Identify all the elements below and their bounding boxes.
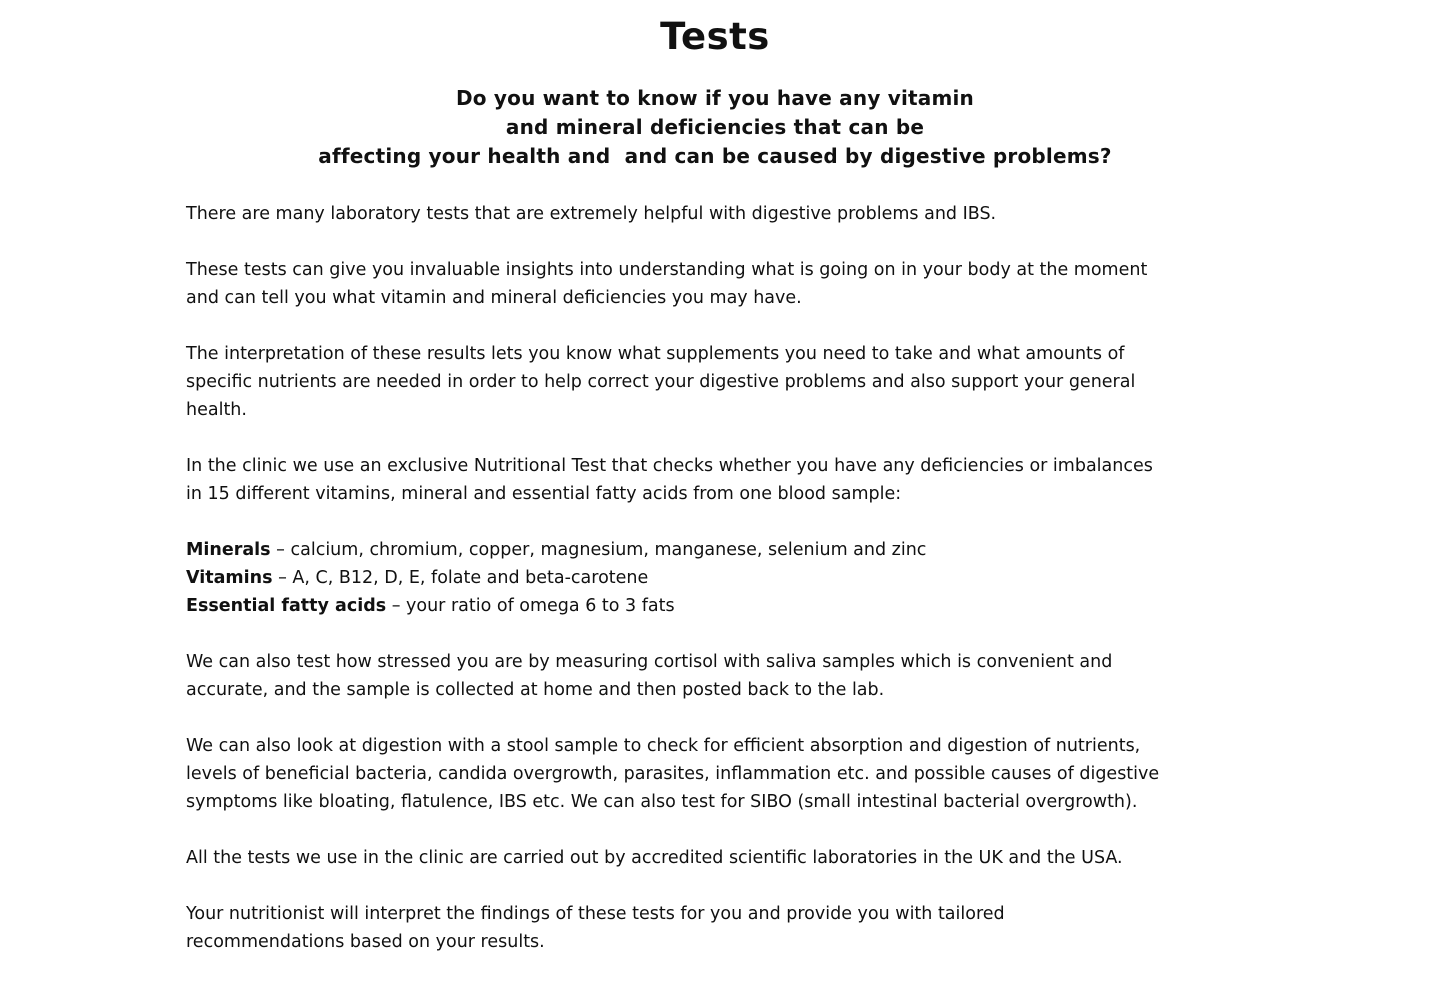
- nutrient-label: Vitamins: [186, 568, 273, 588]
- subheading-line: and mineral deficiencies that can be: [505, 115, 925, 139]
- intro-paragraph: [186, 200, 1226, 228]
- paragraph-line: symptoms like bloating, flatulence, IBS etc. We can also test for SIBO (small intestinal bacterial overgrowth).: [186, 792, 1138, 812]
- nutrient-label: Minerals: [186, 540, 271, 560]
- nutrient-item-minerals: [186, 536, 1226, 564]
- nutrient-item-vitamins: [186, 564, 1226, 592]
- paragraph-line: levels of beneficial bacteria, candida overgrowth, parasites, inflammation etc. and possible causes of digestive: [186, 764, 1160, 784]
- subheading-line: affecting your health and and can be caused by digestive problems?: [318, 144, 1112, 168]
- interpretation-paragraph: [186, 340, 1226, 424]
- stool-paragraph: [186, 732, 1226, 816]
- cortisol-paragraph: [186, 648, 1226, 704]
- paragraph-line: in 15 different vitamins, mineral and essential fatty acids from one blood sample:: [186, 484, 902, 504]
- paragraph-line: In the clinic we use an exclusive Nutritional Test that checks whether you have any deficiencies or imbalances: [186, 456, 1153, 476]
- nutritionist-paragraph: [186, 900, 1226, 956]
- nutrient-label: Essential fatty acids: [186, 596, 387, 616]
- paragraph-line: recommendations based on your results.: [186, 932, 545, 952]
- paragraph-line: health.: [186, 400, 247, 420]
- paragraph-line: We can also look at digestion with a stool sample to check for efficient absorption and digestion of nutrients,: [186, 736, 1141, 756]
- paragraph-line: accurate, and the sample is collected at home and then posted back to the lab.: [186, 680, 885, 700]
- subheading: [0, 84, 1430, 171]
- paragraph-line: Your nutritionist will interpret the findings of these tests for you and provide you with tailored: [186, 904, 1005, 924]
- paragraph-line: We can also test how stressed you are by measuring cortisol with saliva samples which is convenient and: [186, 652, 1113, 672]
- page-title: Tests: [660, 15, 770, 58]
- article-body: [186, 200, 1226, 984]
- nutrient-detail: – calcium, chromium, copper, magnesium, manganese, selenium and zinc: [270, 540, 927, 560]
- nutrient-detail: – A, C, B12, D, E, folate and beta-carotene: [272, 568, 649, 588]
- paragraph-line: The interpretation of these results lets you know what supplements you need to take and what amounts of: [186, 344, 1125, 364]
- paragraph-line: All the tests we use in the clinic are carried out by accredited scientific laboratories in the UK and the USA.: [186, 848, 1123, 868]
- accredited-paragraph: [186, 844, 1226, 872]
- insights-paragraph: [186, 256, 1226, 312]
- paragraph-line: and can tell you what vitamin and mineral deficiencies you may have.: [186, 288, 802, 308]
- nutrient-detail: – your ratio of omega 6 to 3 fats: [386, 596, 675, 616]
- paragraph-line: There are many laboratory tests that are extremely helpful with digestive problems and IBS.: [186, 204, 997, 224]
- subheading-line: Do you want to know if you have any vitamin: [455, 86, 974, 110]
- nutrient-item-fatty-acids: [186, 592, 1226, 620]
- paragraph-line: specific nutrients are needed in order to help correct your digestive problems and also support your general: [186, 372, 1136, 392]
- nutritional-test-paragraph: [186, 452, 1226, 508]
- paragraph-line: These tests can give you invaluable insights into understanding what is going on in your body at the moment: [186, 260, 1148, 280]
